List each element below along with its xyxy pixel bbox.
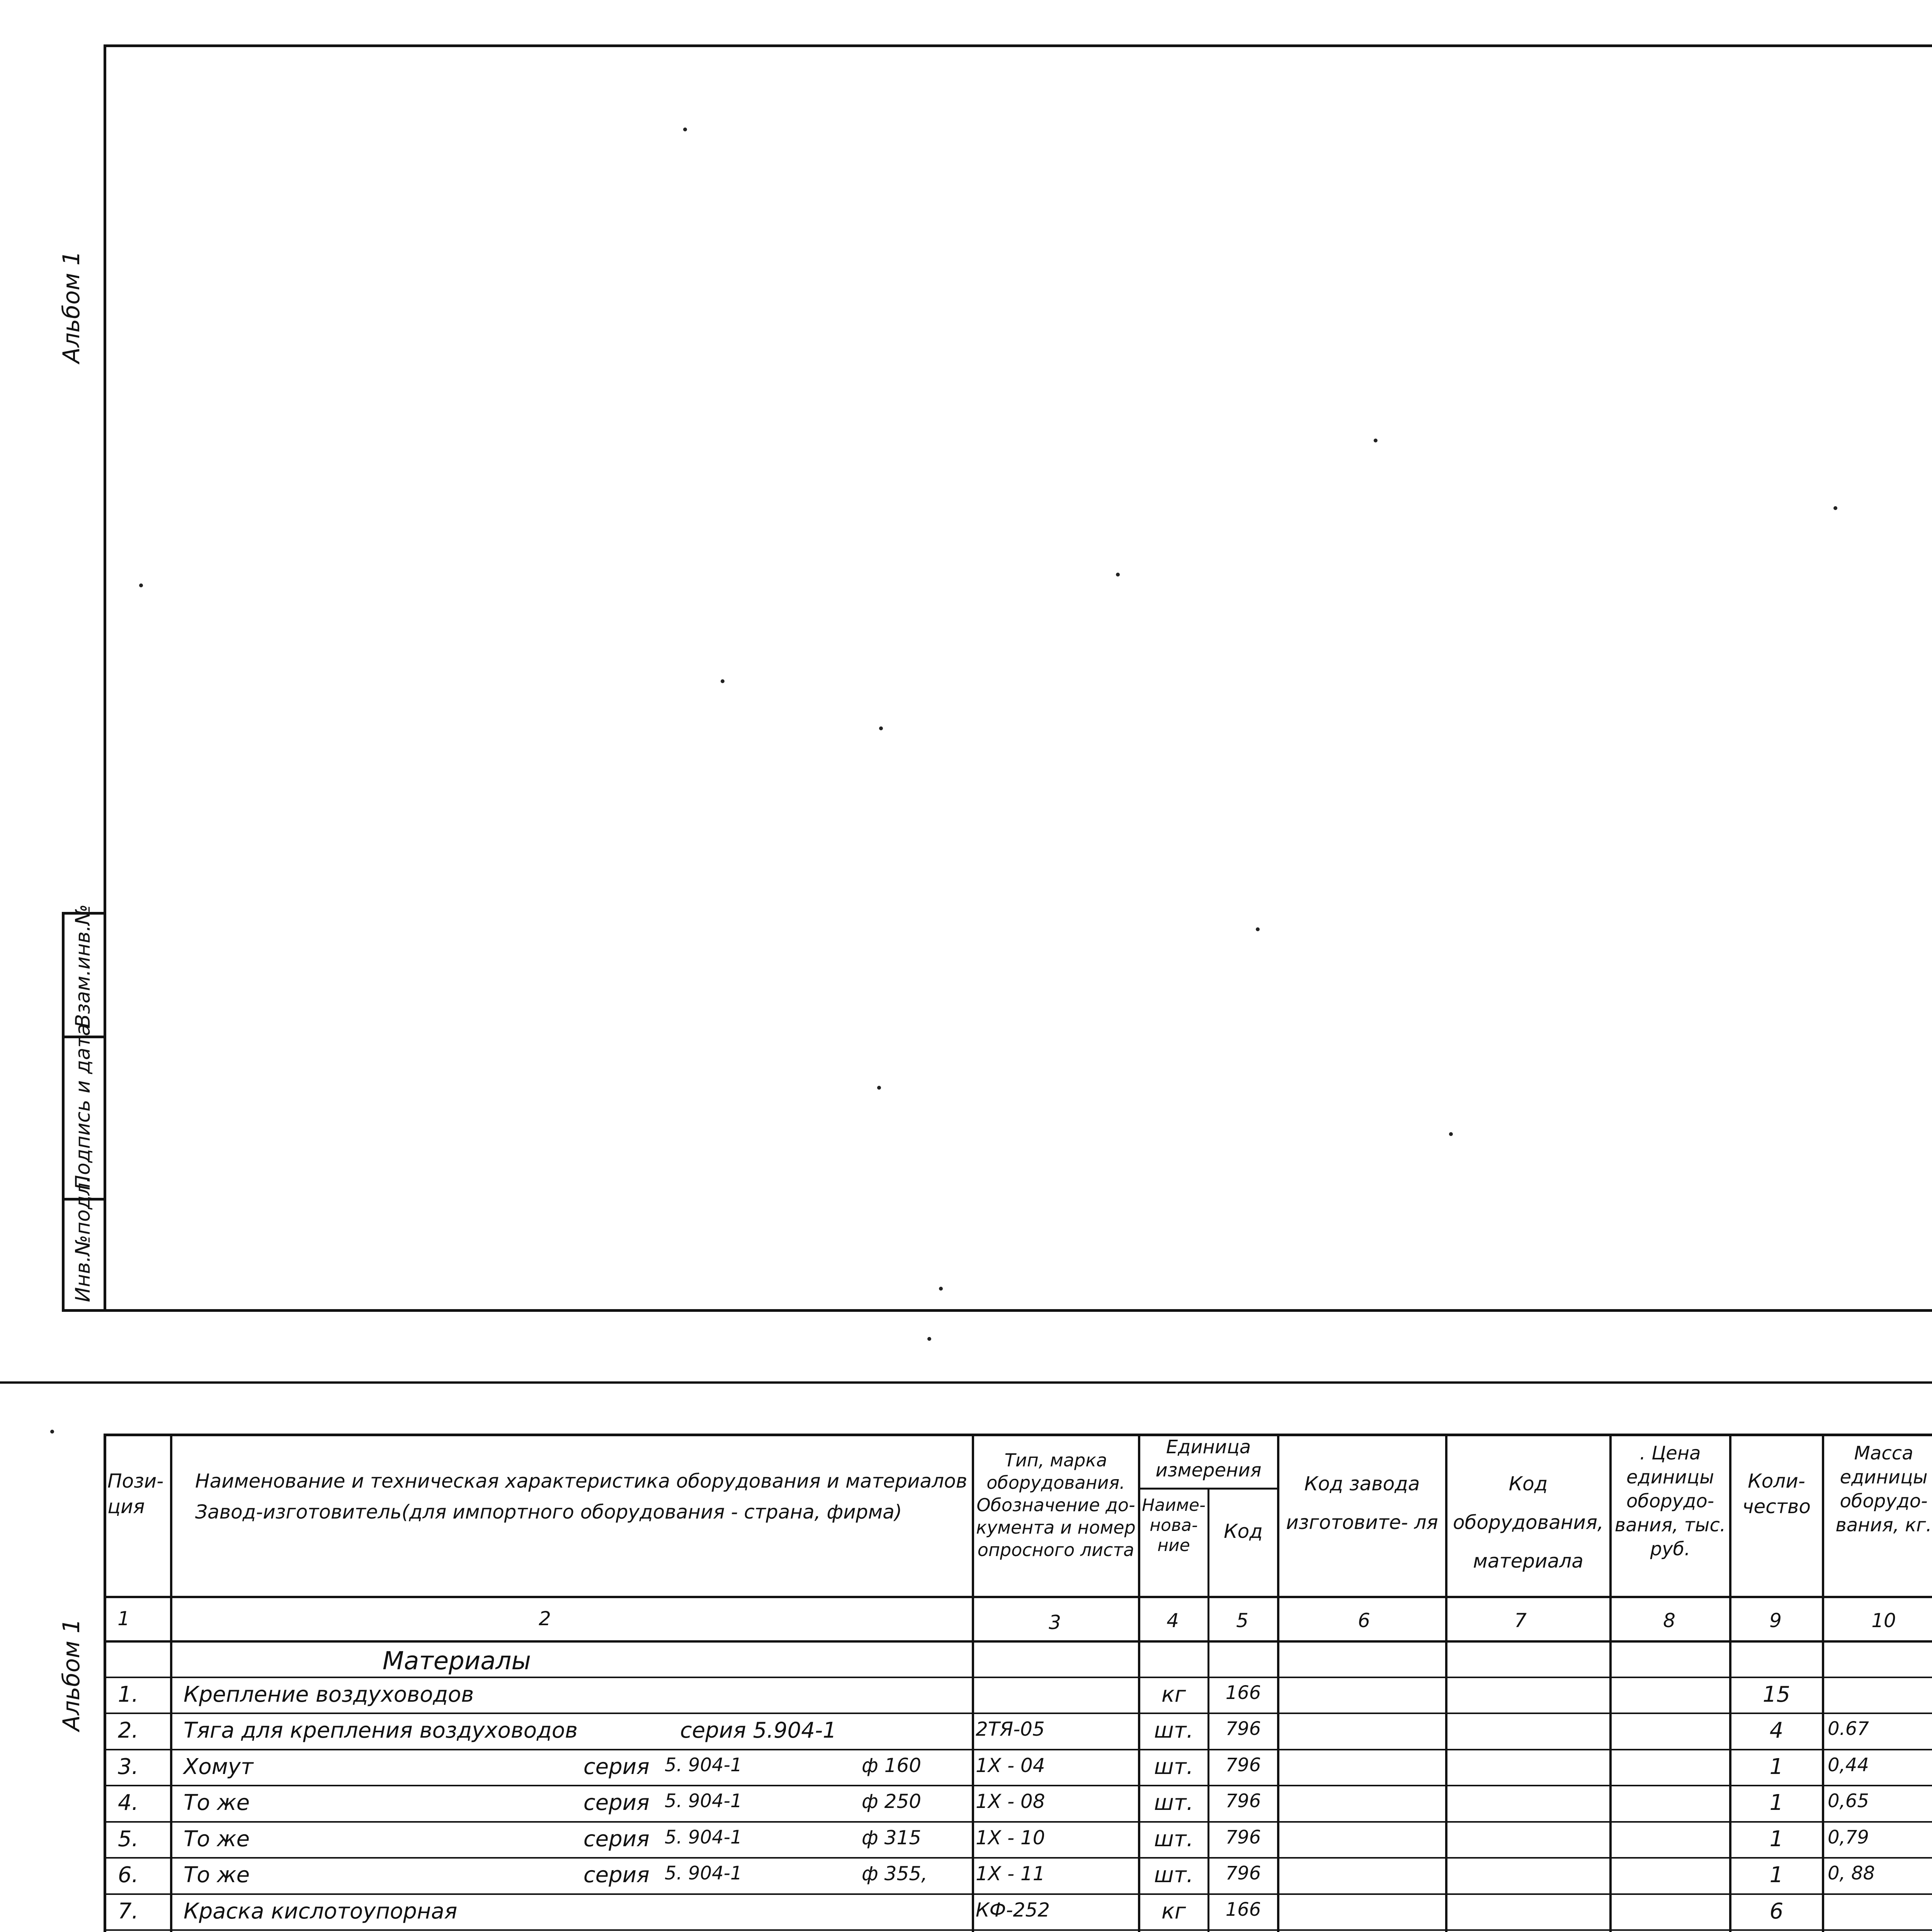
- cell-qty: 4: [1769, 1718, 1784, 1743]
- top-stamp-signature-date: Подпись и дата: [71, 1024, 95, 1190]
- cell-series: серия 5.904-1: [680, 1718, 837, 1743]
- colnum-6: 6: [1358, 1609, 1370, 1632]
- cell-series: серия: [583, 1862, 650, 1888]
- cell-type: 1Х - 08: [976, 1790, 1045, 1813]
- cell-code: 166: [1225, 1682, 1261, 1704]
- album-label-top: Альбом 1: [58, 251, 85, 363]
- unit-group-line: [1138, 1488, 1277, 1490]
- cell-unit: шт.: [1154, 1754, 1194, 1779]
- hdr-name-line1: Наименование и техническая характеристика оборудования и материалов: [195, 1470, 968, 1492]
- cell-type: КФ-252: [976, 1899, 1050, 1921]
- cell-diam: ф 250: [862, 1790, 922, 1813]
- top-drawing-frame: [104, 44, 1932, 1312]
- hdr-plant-code: Код завода изготовите- ля: [1286, 1473, 1438, 1534]
- cell-mass: 0,65: [1828, 1790, 1869, 1812]
- colnum-4: 4: [1167, 1609, 1179, 1632]
- colnum-7: 7: [1514, 1609, 1527, 1632]
- cell-type: 1Х - 04: [976, 1754, 1045, 1777]
- cell-unit: кг: [1161, 1682, 1186, 1707]
- cell-pos: 2.: [118, 1718, 139, 1743]
- cell-series: серия: [583, 1827, 650, 1852]
- cell-qty: 6: [1769, 1899, 1784, 1924]
- hdr-unit-group: Единица измерения: [1155, 1436, 1262, 1481]
- row-line: [104, 1785, 1932, 1786]
- speck: [1374, 439, 1378, 442]
- speck: [1833, 506, 1837, 510]
- cell-mass: 0.67: [1828, 1718, 1869, 1740]
- hdr-position: Пози- ция: [107, 1470, 164, 1518]
- cell-code: 796: [1225, 1718, 1261, 1740]
- cell-code: 796: [1225, 1790, 1261, 1812]
- cell-unit: кг: [1161, 1899, 1186, 1924]
- cell-unit: шт.: [1154, 1827, 1194, 1852]
- colnum-5: 5: [1236, 1609, 1248, 1632]
- cell-type: 1Х - 10: [976, 1827, 1045, 1849]
- cell-name: То же: [184, 1827, 250, 1852]
- cell-name: Крепление воздуховодов: [184, 1682, 474, 1707]
- row-line: [104, 1893, 1932, 1895]
- section-title: Материалы: [383, 1647, 531, 1675]
- cell-qty: 1: [1769, 1754, 1784, 1779]
- colnum-3: 3: [1049, 1611, 1061, 1634]
- speck: [50, 1430, 54, 1434]
- cell-spec: 5. 904-1: [665, 1754, 742, 1776]
- top-stamp-inv-podl: Инв.№подл.: [71, 1176, 95, 1302]
- colnum-1: 1: [117, 1607, 130, 1630]
- hdr-mass: Масса единицы оборудо- вания, кг.: [1835, 1442, 1932, 1536]
- cell-spec: 5. 904-1: [665, 1827, 742, 1848]
- cell-spec: 5. 904-1: [665, 1862, 742, 1884]
- cell-pos: 7.: [118, 1899, 139, 1924]
- row-line: [104, 1713, 1932, 1714]
- speck: [939, 1287, 943, 1291]
- cell-diam: ф 160: [862, 1754, 922, 1777]
- cell-series: серия: [583, 1754, 650, 1779]
- speck: [1256, 927, 1260, 931]
- colnum-bottom-line: [104, 1640, 1932, 1643]
- hdr-equip-code: Код оборудования, материала: [1453, 1473, 1604, 1572]
- cell-name: То же: [184, 1862, 250, 1888]
- cell-code: 796: [1225, 1862, 1261, 1884]
- cell-code: 796: [1225, 1827, 1261, 1848]
- cell-spec: 5. 904-1: [665, 1790, 742, 1812]
- album-label-bottom: Альбом 1: [58, 1619, 85, 1731]
- cell-qty: 1: [1769, 1827, 1784, 1852]
- cell-name: Краска кислотоупорная: [184, 1899, 457, 1924]
- speck: [721, 679, 724, 683]
- speck: [683, 128, 687, 131]
- colnum-2: 2: [539, 1607, 551, 1630]
- speck: [877, 1086, 881, 1090]
- cell-diam: ф 315: [862, 1827, 922, 1849]
- speck: [139, 583, 143, 587]
- speck: [879, 726, 883, 730]
- header-bottom-line: [104, 1596, 1932, 1598]
- hdr-type: Тип, марка оборудования. Обозначение до- кумента и номер опросного листа: [976, 1450, 1136, 1560]
- cell-name: Хомут: [184, 1754, 253, 1779]
- cell-qty: 1: [1769, 1790, 1784, 1815]
- speck: [927, 1337, 931, 1341]
- cell-diam: ф 355,: [862, 1862, 927, 1885]
- hdr-price: . Цена единицы оборудо- вания, тыс. руб.: [1614, 1442, 1726, 1560]
- cell-unit: шт.: [1154, 1862, 1194, 1888]
- cell-pos: 3.: [118, 1754, 139, 1779]
- cell-unit: шт.: [1154, 1718, 1194, 1743]
- hdr-name-line2: Завод-изготовитель(для импортного оборудования - страна, фирма): [195, 1501, 902, 1523]
- cell-code: 796: [1225, 1754, 1261, 1776]
- cell-pos: 1.: [118, 1682, 139, 1707]
- colnum-8: 8: [1663, 1609, 1675, 1632]
- speck: [1116, 573, 1120, 577]
- sheet-separator: [0, 1381, 1932, 1384]
- cell-code: 166: [1225, 1899, 1261, 1920]
- row-line: [104, 1929, 1932, 1931]
- row-line: [104, 1857, 1932, 1859]
- hdr-unit-code: Код: [1224, 1520, 1263, 1543]
- hdr-qty: Коли- чество: [1742, 1470, 1811, 1518]
- cell-name: Тяга для крепления воздуховодов: [184, 1718, 578, 1743]
- cell-qty: 1: [1769, 1862, 1784, 1888]
- top-stamp-border: [62, 912, 65, 1312]
- colnum-9: 9: [1769, 1609, 1782, 1632]
- cell-mass: 0,44: [1828, 1754, 1869, 1776]
- cell-type: 2ТЯ-05: [976, 1718, 1045, 1740]
- cell-type: 1Х - 11: [976, 1862, 1045, 1885]
- speck: [1449, 1132, 1453, 1136]
- cell-pos: 6.: [118, 1862, 139, 1888]
- col-line: [1208, 1488, 1209, 1932]
- top-stamp-vzam-inv: Взам.инв.№: [71, 904, 95, 1028]
- hdr-unit-name: Наиме- нова- ние: [1142, 1495, 1206, 1555]
- top-stamp-divider: [62, 1309, 106, 1312]
- cell-series: серия: [583, 1790, 650, 1815]
- colnum-10: 10: [1871, 1609, 1896, 1632]
- row-line: [104, 1677, 1932, 1678]
- row-line: [104, 1821, 1932, 1823]
- cell-pos: 5.: [118, 1827, 139, 1852]
- cell-name: То же: [184, 1790, 250, 1815]
- cell-mass: 0,79: [1828, 1827, 1869, 1848]
- cell-unit: шт.: [1154, 1790, 1194, 1815]
- cell-pos: 4.: [118, 1790, 139, 1815]
- row-line: [104, 1749, 1932, 1750]
- cell-qty: 15: [1762, 1682, 1791, 1707]
- cell-mass: 0, 88: [1828, 1862, 1875, 1884]
